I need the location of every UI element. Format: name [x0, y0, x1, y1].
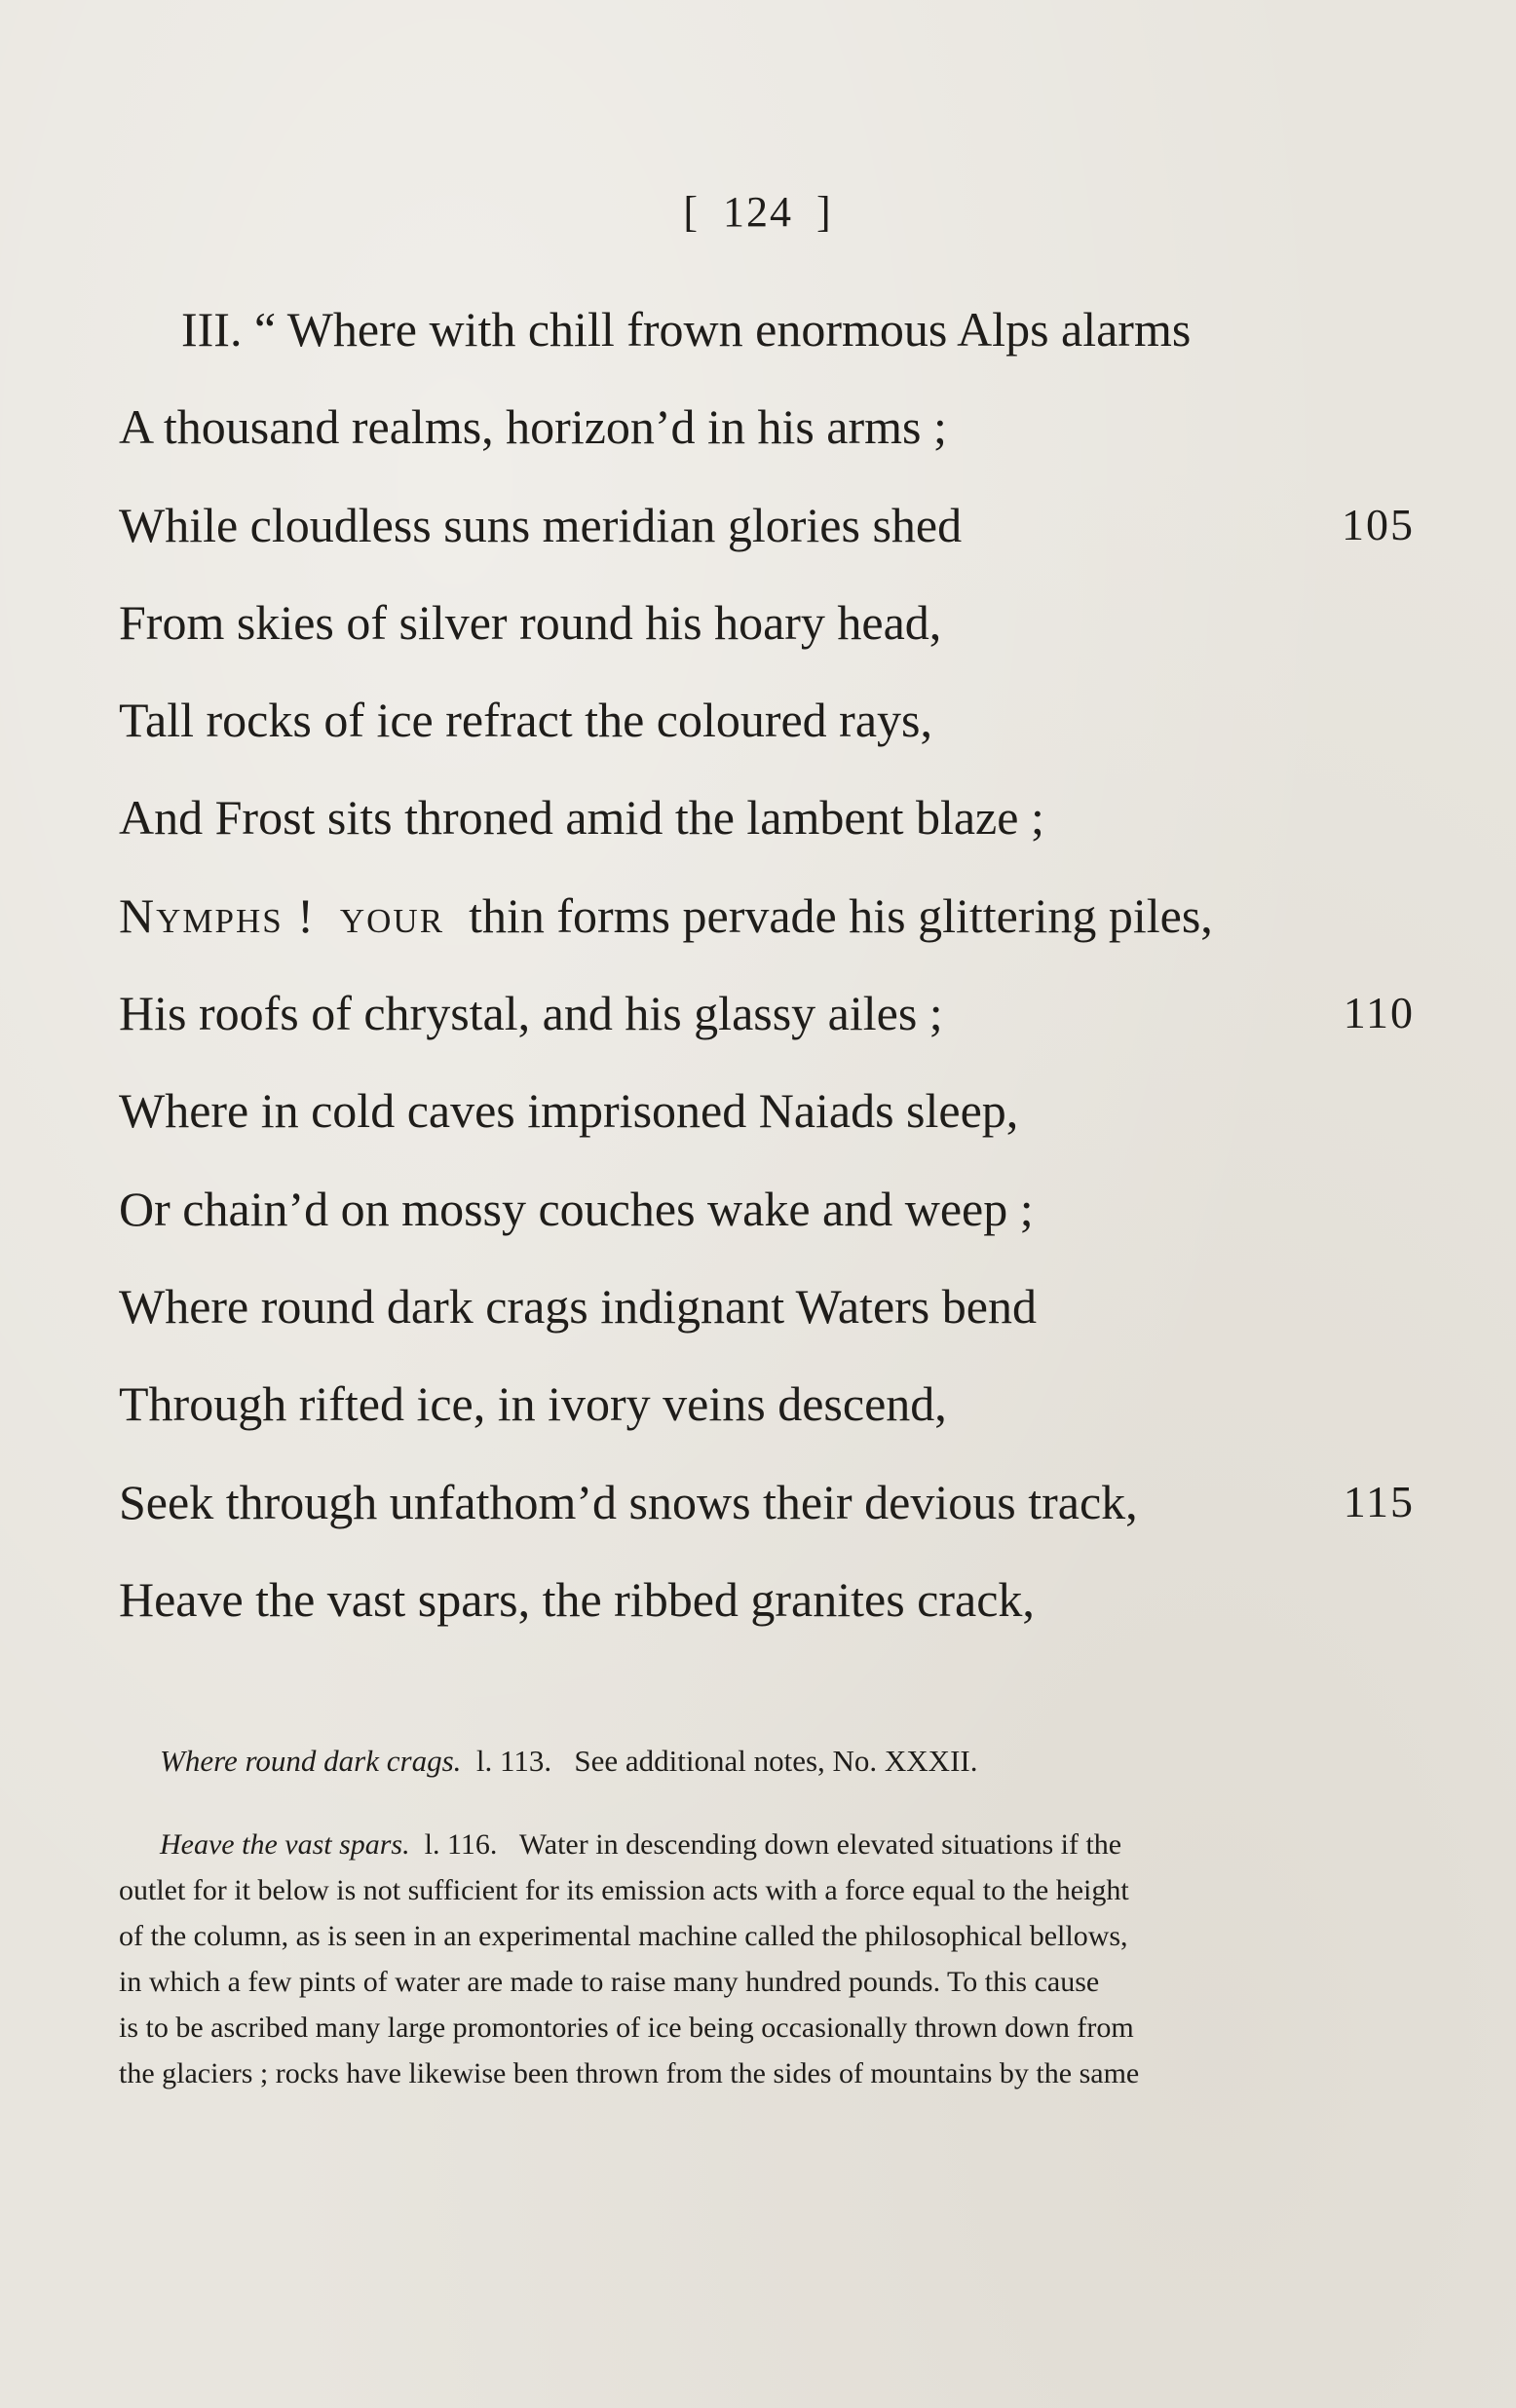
poem-line-text: His roofs of chrystal, and his glassy ailes ; — [119, 986, 943, 1041]
page-number: 124 — [723, 188, 793, 236]
poem-line-text: Or chain’d on mossy couches wake and weep ; — [119, 1181, 1034, 1236]
small-caps-your: your — [339, 887, 445, 943]
footnote-2-ref: l. 116. — [424, 1828, 498, 1861]
page-header — [0, 187, 1516, 237]
footnote-1-text: See additional notes, No. XXXII. — [574, 1744, 978, 1778]
poem-line-text: III. “ Where with chill frown enormous Alps alarms — [181, 302, 1192, 357]
poem-line — [119, 964, 1415, 1062]
poem-line — [119, 281, 1415, 378]
poem-line — [119, 1551, 1415, 1648]
poem-line-text: Heave the vast spars, the ribbed granites crack, — [119, 1571, 1035, 1627]
line-number: 110 — [1343, 988, 1415, 1038]
poem-line-text: A thousand realms, horizon’d in his arms ; — [119, 399, 947, 455]
poem-line-text: Where in cold caves imprisoned Naiads sleep, — [119, 1083, 1019, 1139]
footnote-2-line: is to be ascribed many large promontories of ice being occasionally thrown down from — [119, 2012, 1134, 2044]
poem-line-text: Where round dark crags indignant Waters bend — [119, 1278, 1037, 1334]
poem-line — [119, 769, 1415, 866]
poem-line — [119, 671, 1415, 769]
footnote-2-line: in which a few pints of water are made to raise many hundred pounds. To this cause — [119, 1966, 1100, 1998]
line-number: 105 — [1342, 499, 1415, 549]
poem-line — [119, 1453, 1415, 1551]
footnote-2-line: outlet for it below is not sufficient for its emission acts with a force equal to the height — [119, 1874, 1129, 1906]
poem-line-text: And Frost sits throned amid the lambent blaze ; — [119, 790, 1044, 846]
poem-line — [119, 476, 1415, 574]
small-caps-nymphs: Nymphs ! — [119, 887, 316, 943]
footnote-2-line: the glaciers ; rocks have likewise been thrown from the sides of mountains by the same — [119, 2057, 1140, 2089]
footnote-2-text: Water in descending down elevated situations if the — [518, 1828, 1122, 1861]
poem-body — [119, 281, 1415, 1648]
footnote-2-lemma: Heave the vast spars. — [160, 1828, 410, 1861]
poem-line-text: Tall rocks of ice refract the coloured rays, — [119, 693, 932, 748]
poem-line — [119, 378, 1415, 475]
poem-line-text: Seek through unfathom’d snows their devious track, — [119, 1474, 1138, 1529]
footnote-2 — [119, 1822, 1415, 2096]
footnote-1 — [160, 1734, 1415, 1788]
line-number: 115 — [1343, 1476, 1415, 1526]
poem-line-text: Through rifted ice, in ivory veins descend, — [119, 1376, 947, 1432]
footnote-2-line — [119, 1822, 1415, 1867]
poem-line — [119, 867, 1415, 964]
footnote-1-ref: l. 113. — [475, 1744, 552, 1778]
poem-line-text-composite — [119, 867, 1213, 964]
poem-line — [119, 1258, 1415, 1355]
poem-line-text: While cloudless suns meridian glories shed — [119, 497, 963, 552]
poem-line-text: thin forms pervade his glittering piles, — [469, 887, 1213, 943]
footnote-1-lemma: Where round dark crags. — [160, 1744, 462, 1778]
poem-line — [119, 1160, 1415, 1258]
footnotes — [119, 1734, 1415, 2096]
poem-line — [119, 1355, 1415, 1452]
footnote-2-line: of the column, as is seen in an experimental machine called the philosophical bellows, — [119, 1920, 1128, 1952]
header-bracket-right: ] — [816, 188, 833, 236]
header-bracket-left: [ — [683, 188, 700, 236]
poem-line — [119, 574, 1415, 671]
poem-line — [119, 1062, 1415, 1159]
poem-line-text: From skies of silver round his hoary head, — [119, 594, 942, 650]
